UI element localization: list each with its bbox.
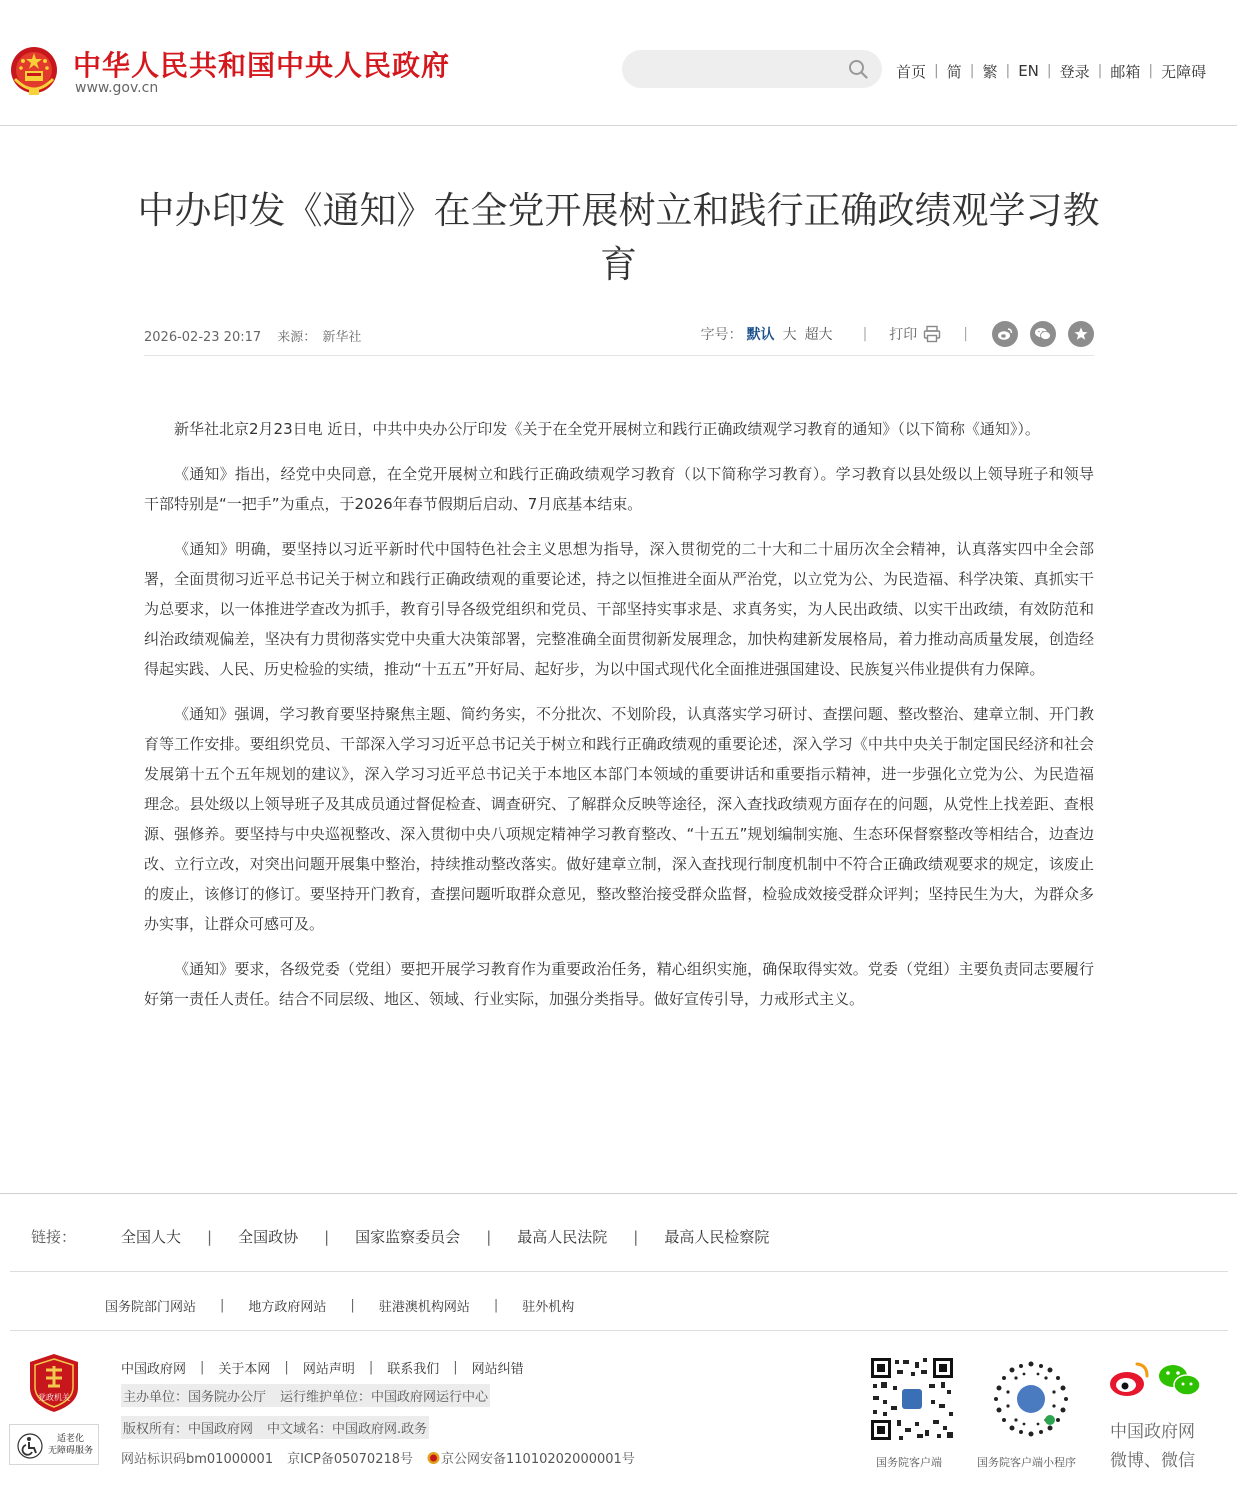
- social-caption: 中国政府网: [1110, 1422, 1195, 1442]
- app-qr-code-icon: [869, 1356, 955, 1442]
- link-court[interactable]: 最高人民法院: [517, 1228, 608, 1246]
- footer-icp-info: [121, 1448, 635, 1467]
- meta-separator: |: [963, 326, 968, 342]
- link-separator: |: [324, 1227, 330, 1246]
- link-about[interactable]: 关于本网: [218, 1362, 271, 1377]
- site-id: 网站标识码bm01000001: [121, 1452, 274, 1467]
- social-caption-2: 微博、微信: [1110, 1451, 1195, 1471]
- font-size-default[interactable]: 默认: [746, 327, 775, 343]
- police-badge-icon: [427, 1451, 440, 1465]
- nav-simplified[interactable]: 简: [946, 62, 962, 81]
- search-box: [622, 50, 882, 88]
- top-nav: [896, 60, 1206, 82]
- site-title[interactable]: 中华人民共和国中央人民政府: [73, 49, 451, 82]
- accessibility-badge-text: [48, 1433, 93, 1457]
- weibo-share-icon[interactable]: [992, 321, 1018, 347]
- nav-separator: |: [1005, 63, 1011, 79]
- access-line2: 无障碍服务: [48, 1446, 94, 1456]
- party-government-badge-icon[interactable]: [26, 1352, 82, 1414]
- meta-separator: |: [862, 326, 868, 342]
- link-separator: |: [200, 1360, 205, 1375]
- footer-copyright-info: [121, 1416, 429, 1439]
- footer-divider: [0, 1193, 1237, 1194]
- link-separator: |: [220, 1298, 225, 1313]
- link-overseas[interactable]: 驻外机构: [522, 1300, 575, 1315]
- nav-english[interactable]: EN: [1018, 62, 1039, 80]
- link-separator: |: [453, 1360, 458, 1375]
- nav-home[interactable]: 首页: [896, 62, 927, 81]
- access-line1: 适老化: [57, 1434, 85, 1444]
- link-hk-macao[interactable]: 驻港澳机构网站: [378, 1300, 470, 1315]
- article-paragraph: 《通知》明确，要坚持以习近平新时代中国特色社会主义思想为指导，深入贯彻党的二十大和二十届历次全会精神，认真落实四中全会部署，全面贯彻习近平总书记关于树立和践行正确政绩观的重要论述，持之以恒推进全面从严治党，以立党为公、为民造福、科学决策、真抓实干为总要求，以一体推进学查改为抓手，教育引导各级党组织和党员、干部坚持实事求是、求真务实，为人民出政绩、以实干出政绩，有效防范和纠治政绩观偏差，坚决有力贯彻落实党中央重大决策部署，完整准确全面贯彻新发展理念，加快构建新发展格局，着力推动高质量发展，创造经得起实践、人民、历史检验的实绩，推动“十五五”开好局、起好步，为以中国式现代化全面推进强国建设、民族复兴伟业提供有力保障。: [144, 540, 1094, 678]
- nav-separator: |: [969, 63, 975, 79]
- article-paragraph: 《通知》强调，学习教育要坚持聚焦主题、简约务实，不分批次、不划阶段，认真落实学习研讨、查摆问题、整改整治、建章立制、开门教育等工作安排。要组织党员、干部深入学习习近平总书记关于树立和践行正确政绩观的重要论述，深入学习《中共中央关于制定国民经济和社会发展第十五个五年规划的建议》，深入学习习近平总书记关于本地区本部门本领域的重要讲话和重要指示精神，进一步强化立党为公、为民造福理念。县处级以上领导班子及其成员通过督促检查、调查研究、了解群众反映等途径，深入查找政绩观方面存在的问题，从党性上找差距、查根源、强修养。要坚持与中央巡视整改、深入贯彻中央八项规定精神学习教育整改、“十五五”规划编制实施、生态环保督察整改等相结合，边查边改、立行立改，对突出问题开展集中整治，持续推动整改落实。做好建章立制，深入查找现行制度机制中不符合正确政绩观要求的规定，该废止的废止，该修订的修订。要坚持开门教育，查摆问题听取群众意见，整改整治接受群众监督，检验成效接受群众评判；坚持民生为大，为群众多办实事，让群众可感可及。: [144, 705, 1094, 933]
- cn-domain: 中文域名：中国政府网.政务: [267, 1422, 428, 1437]
- source-label: 来源：: [277, 330, 317, 345]
- footer-links-row: [31, 1226, 769, 1247]
- copyright: 版权所有：中国政府网: [123, 1422, 254, 1437]
- favorite-star-icon[interactable]: [1068, 321, 1094, 347]
- article-paragraph: 新华社北京2月23日电 近日，中共中央办公厅印发《关于在全党开展树立和践行正确政绩观学习教育的通知》（以下简称《通知》）。: [174, 420, 1040, 438]
- weibo-icon[interactable]: [1110, 1364, 1147, 1396]
- host-unit: 主办单位：国务院办公厅: [123, 1390, 267, 1405]
- operator-unit: 运行维护单位：中国政府网运行中心: [280, 1390, 489, 1405]
- link-separator: |: [207, 1227, 213, 1246]
- social-icons: [1107, 1360, 1207, 1400]
- wechat-icon[interactable]: [1159, 1365, 1200, 1395]
- article-body: [144, 414, 1094, 1029]
- footer-divider: [10, 1330, 1228, 1331]
- link-contact[interactable]: 联系我们: [387, 1362, 440, 1377]
- article-meta: [144, 318, 1094, 356]
- accessibility-badge[interactable]: [9, 1424, 99, 1465]
- nav-login[interactable]: 登录: [1059, 62, 1090, 81]
- link-separator: |: [493, 1298, 499, 1313]
- footer-divider: [10, 1271, 1228, 1272]
- link-departments[interactable]: 国务院部门网站: [105, 1300, 197, 1315]
- link-separator: |: [633, 1227, 639, 1246]
- nav-separator: |: [934, 63, 939, 79]
- font-size-xlarge[interactable]: 超大: [804, 327, 833, 343]
- app-qr-caption: 国务院客户端: [876, 1456, 942, 1469]
- search-icon[interactable]: [848, 59, 868, 79]
- link-error-report[interactable]: 网站纠错: [471, 1362, 524, 1377]
- printer-icon: [923, 325, 941, 343]
- link-separator: |: [368, 1360, 374, 1375]
- link-gov-cn[interactable]: 中国政府网: [121, 1362, 187, 1377]
- link-separator: |: [486, 1227, 492, 1246]
- font-size-label: 字号：: [700, 327, 743, 343]
- link-npc[interactable]: 全国人大: [121, 1228, 182, 1246]
- mini-program-code-icon: [988, 1356, 1074, 1442]
- link-separator: |: [284, 1360, 289, 1375]
- footer-host-info: [121, 1384, 490, 1407]
- link-nsc[interactable]: 国家监察委员会: [355, 1228, 461, 1246]
- national-emblem-icon[interactable]: [9, 43, 59, 99]
- print-button[interactable]: [889, 324, 941, 344]
- nav-mail[interactable]: 邮箱: [1110, 62, 1141, 81]
- source-name: 新华社: [322, 330, 362, 345]
- links-label: 链接：: [31, 1228, 77, 1246]
- footer-site-links: [121, 1358, 524, 1377]
- icp-number[interactable]: 京ICP备05070218号: [287, 1452, 414, 1467]
- link-separator: |: [350, 1298, 355, 1313]
- link-statement[interactable]: 网站声明: [302, 1362, 355, 1377]
- article-paragraph: 《通知》指出，经党中央同意，在全党开展树立和践行正确政绩观学习教育（以下简称学习教育）。学习教育以县处级以上领导班子和领导干部特别是“一把手”为重点，于2026年春节假期后启动、7月底基本结束。: [144, 465, 1094, 513]
- police-record[interactable]: 京公网安备11010202000001号: [441, 1452, 635, 1467]
- mini-program-caption: 国务院客户端小程序: [977, 1456, 1076, 1469]
- nav-separator: |: [1148, 63, 1154, 79]
- print-label: 打印: [889, 327, 918, 343]
- publish-date: 2026-02-23 20:17: [144, 330, 262, 345]
- site-domain: www.gov.cn: [75, 80, 159, 96]
- link-local-gov[interactable]: 地方政府网站: [248, 1300, 327, 1315]
- nav-separator: |: [1097, 63, 1103, 79]
- site-header: [0, 0, 1237, 126]
- nav-accessibility[interactable]: 无障碍: [1161, 62, 1207, 81]
- link-cppcc[interactable]: 全国政协: [238, 1228, 299, 1246]
- party-badge-text: 党政机关: [38, 1393, 70, 1402]
- article-title: 中办印发《通知》在全党开展树立和践行正确政绩观学习教育: [137, 189, 1100, 286]
- nav-traditional[interactable]: 繁: [982, 62, 998, 81]
- font-size-large[interactable]: 大: [782, 327, 797, 343]
- link-procuratorate[interactable]: 最高人民检察院: [664, 1228, 770, 1246]
- nav-separator: |: [1046, 63, 1052, 79]
- wheelchair-icon: [17, 1433, 43, 1459]
- article-paragraph: 《通知》要求，各级党委（党组）要把开展学习教育作为重要政治任务，精心组织实施，确保取得实效。党委（党组）主要负责同志要履行好第一责任人责任。结合不同层级、地区、领域、行业实际，加强分类指导。做好宣传引导，力戒形式主义。: [144, 960, 1094, 1008]
- search-input[interactable]: [638, 58, 838, 80]
- footer-links-row-2: [105, 1296, 574, 1315]
- wechat-share-icon[interactable]: [1030, 321, 1056, 347]
